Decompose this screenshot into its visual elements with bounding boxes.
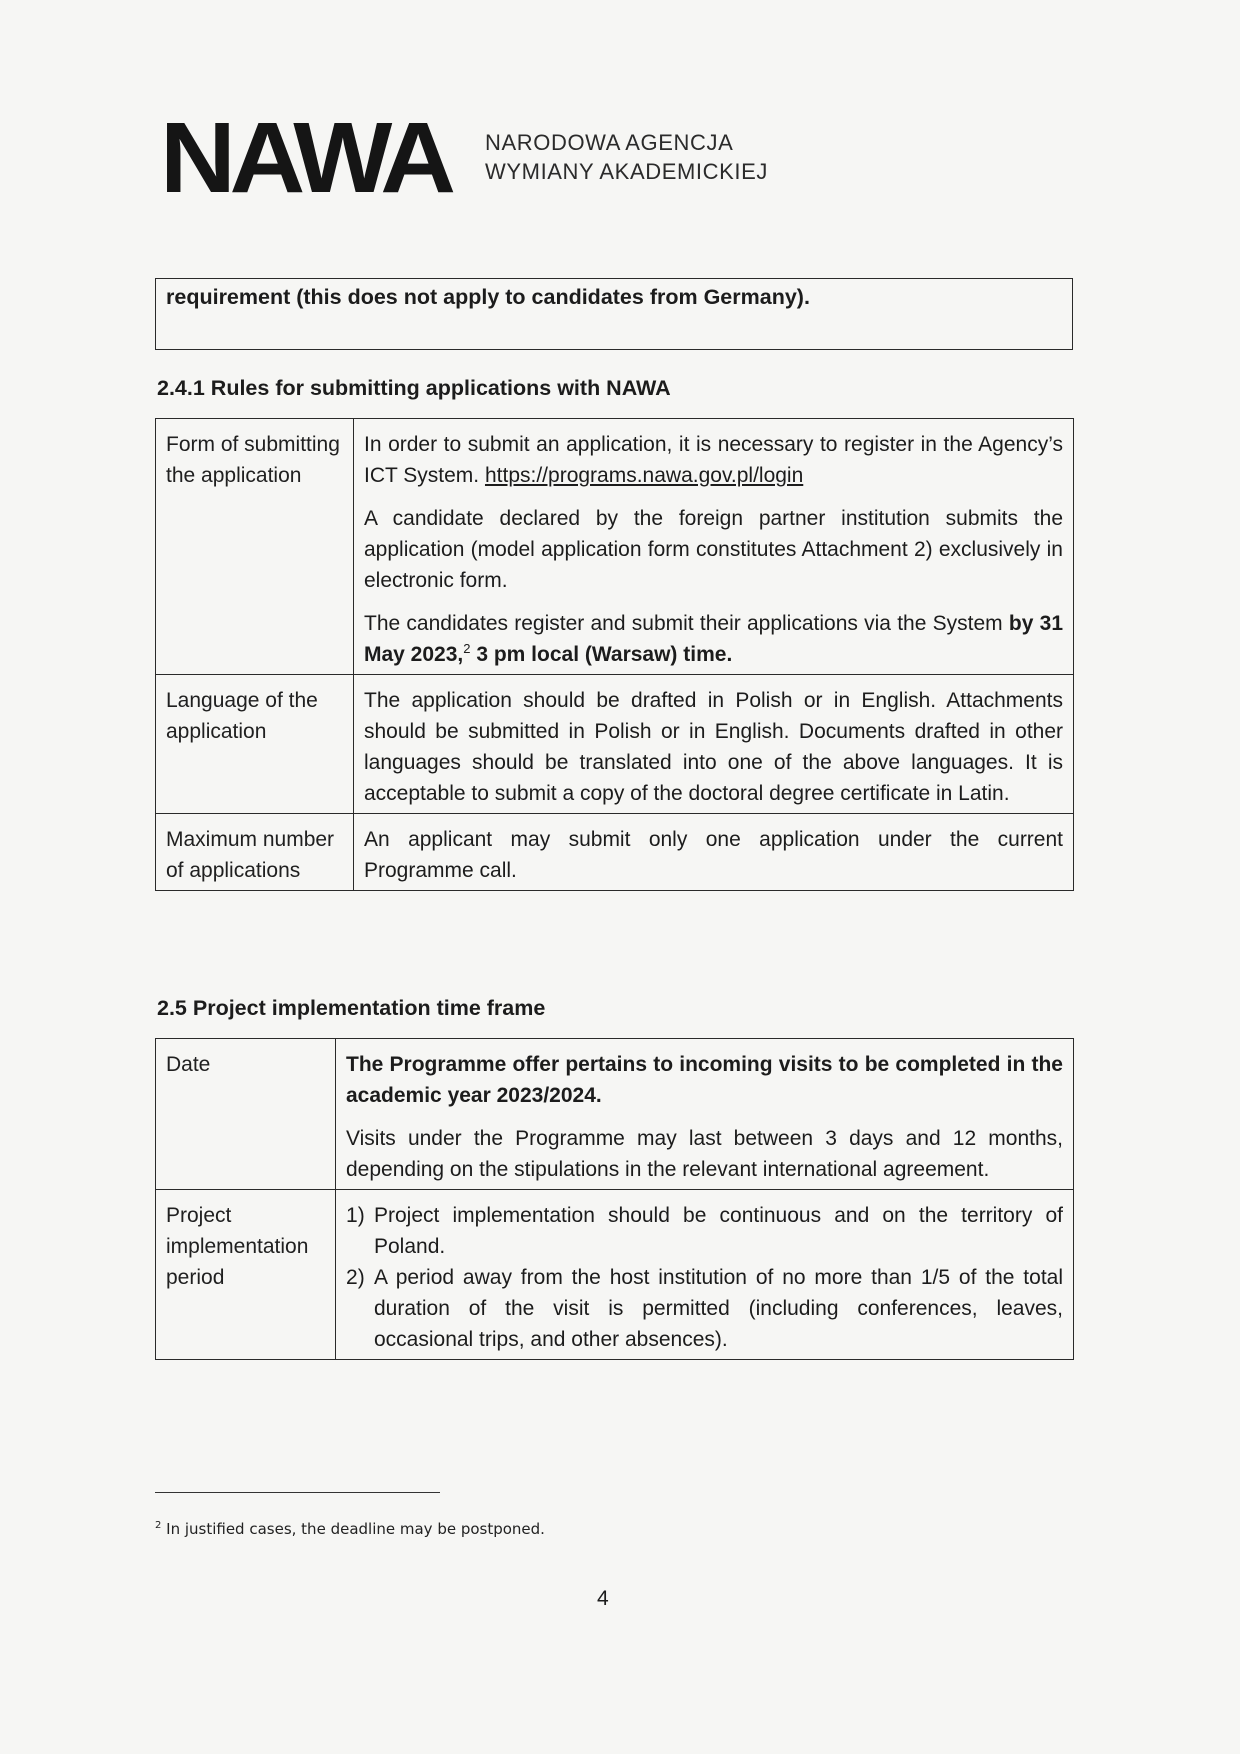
org-name-line-1: NARODOWA AGENCJA — [485, 130, 734, 155]
section-heading-2-4-1: 2.4.1 Rules for submitting applications with NAWA — [157, 376, 671, 400]
row-label: Date — [156, 1039, 336, 1190]
paragraph: Visits under the Programme may last between 3 days and 12 months, depending on the stipulations in the relevant international agreement. — [346, 1127, 1063, 1181]
nawa-logo: NAWA — [160, 102, 450, 214]
paragraph-text: In order to submit an application, it is necessary to register in the Agency’s ICT System. — [364, 433, 1063, 487]
footnote-text: In justified cases, the deadline may be postponed. — [161, 1520, 545, 1538]
deadline-time: 3 pm local (Warsaw) time. — [470, 643, 733, 666]
row-content — [354, 419, 1074, 675]
row-content: An applicant may submit only one application under the current Programme call. — [354, 814, 1074, 891]
paragraph-text: The candidates register and submit their applications via the System — [364, 612, 1009, 635]
row-label: Maximum number of applications — [156, 814, 354, 891]
row-label: Project implementation period — [156, 1190, 336, 1360]
requirement-text: requirement (this does not apply to candidates from Germany). — [166, 285, 810, 309]
submission-rules-table — [155, 418, 1074, 891]
list-item: A period away from the host institution of no more than 1/5 of the total duration of the visit is permitted (including conferences, leaves, occasional trips, and other absences). — [374, 1266, 1063, 1351]
org-name-line-2: WYMIANY AKADEMICKIEJ — [485, 159, 768, 184]
organization-name — [485, 128, 768, 186]
list-item: Project implementation should be continuous and on the territory of Poland. — [374, 1204, 1063, 1258]
table-row — [156, 1039, 1074, 1190]
footnote-marker: 2 — [155, 1520, 162, 1531]
time-frame-table — [155, 1038, 1074, 1360]
table-row — [156, 814, 1074, 891]
row-content: The application should be drafted in Polish or in English. Attachments should be submitted in Polish or in English. Documents drafted in other languages should be translated into one of the above languages. It is acceptable to submit a copy of the doctoral degree certificate in Latin. — [354, 675, 1074, 814]
table-row — [156, 419, 1074, 675]
page-header — [160, 102, 920, 218]
requirement-box — [155, 278, 1073, 350]
table-row — [156, 675, 1074, 814]
paragraph: A candidate declared by the foreign partner institution submits the application (model application form constitutes Attachment 2) exclusively in electronic form. — [364, 507, 1063, 592]
footnote-ref[interactable]: 2 — [463, 641, 471, 656]
row-label: Language of the application — [156, 675, 354, 814]
deadline-date: by 31 May 2023, — [364, 612, 1063, 666]
page-number: 4 — [597, 1587, 609, 1610]
paragraph — [346, 1049, 1063, 1111]
registration-link[interactable]: https://programs.nawa.gov.pl/login — [484, 464, 804, 487]
implementation-list — [346, 1200, 1063, 1355]
table-row — [156, 1190, 1074, 1360]
footnote-divider — [155, 1492, 440, 1493]
row-label: Form of submitting the application — [156, 419, 354, 675]
programme-offer-text: The Programme offer pertains to incoming visits to be completed in the academic year 2023/2024. — [346, 1053, 1063, 1107]
paragraph — [364, 608, 1063, 670]
row-content — [336, 1039, 1074, 1190]
paragraph — [364, 429, 1063, 491]
section-heading-2-5: 2.5 Project implementation time frame — [157, 996, 546, 1020]
footnote — [155, 1520, 545, 1538]
row-content — [336, 1190, 1074, 1360]
